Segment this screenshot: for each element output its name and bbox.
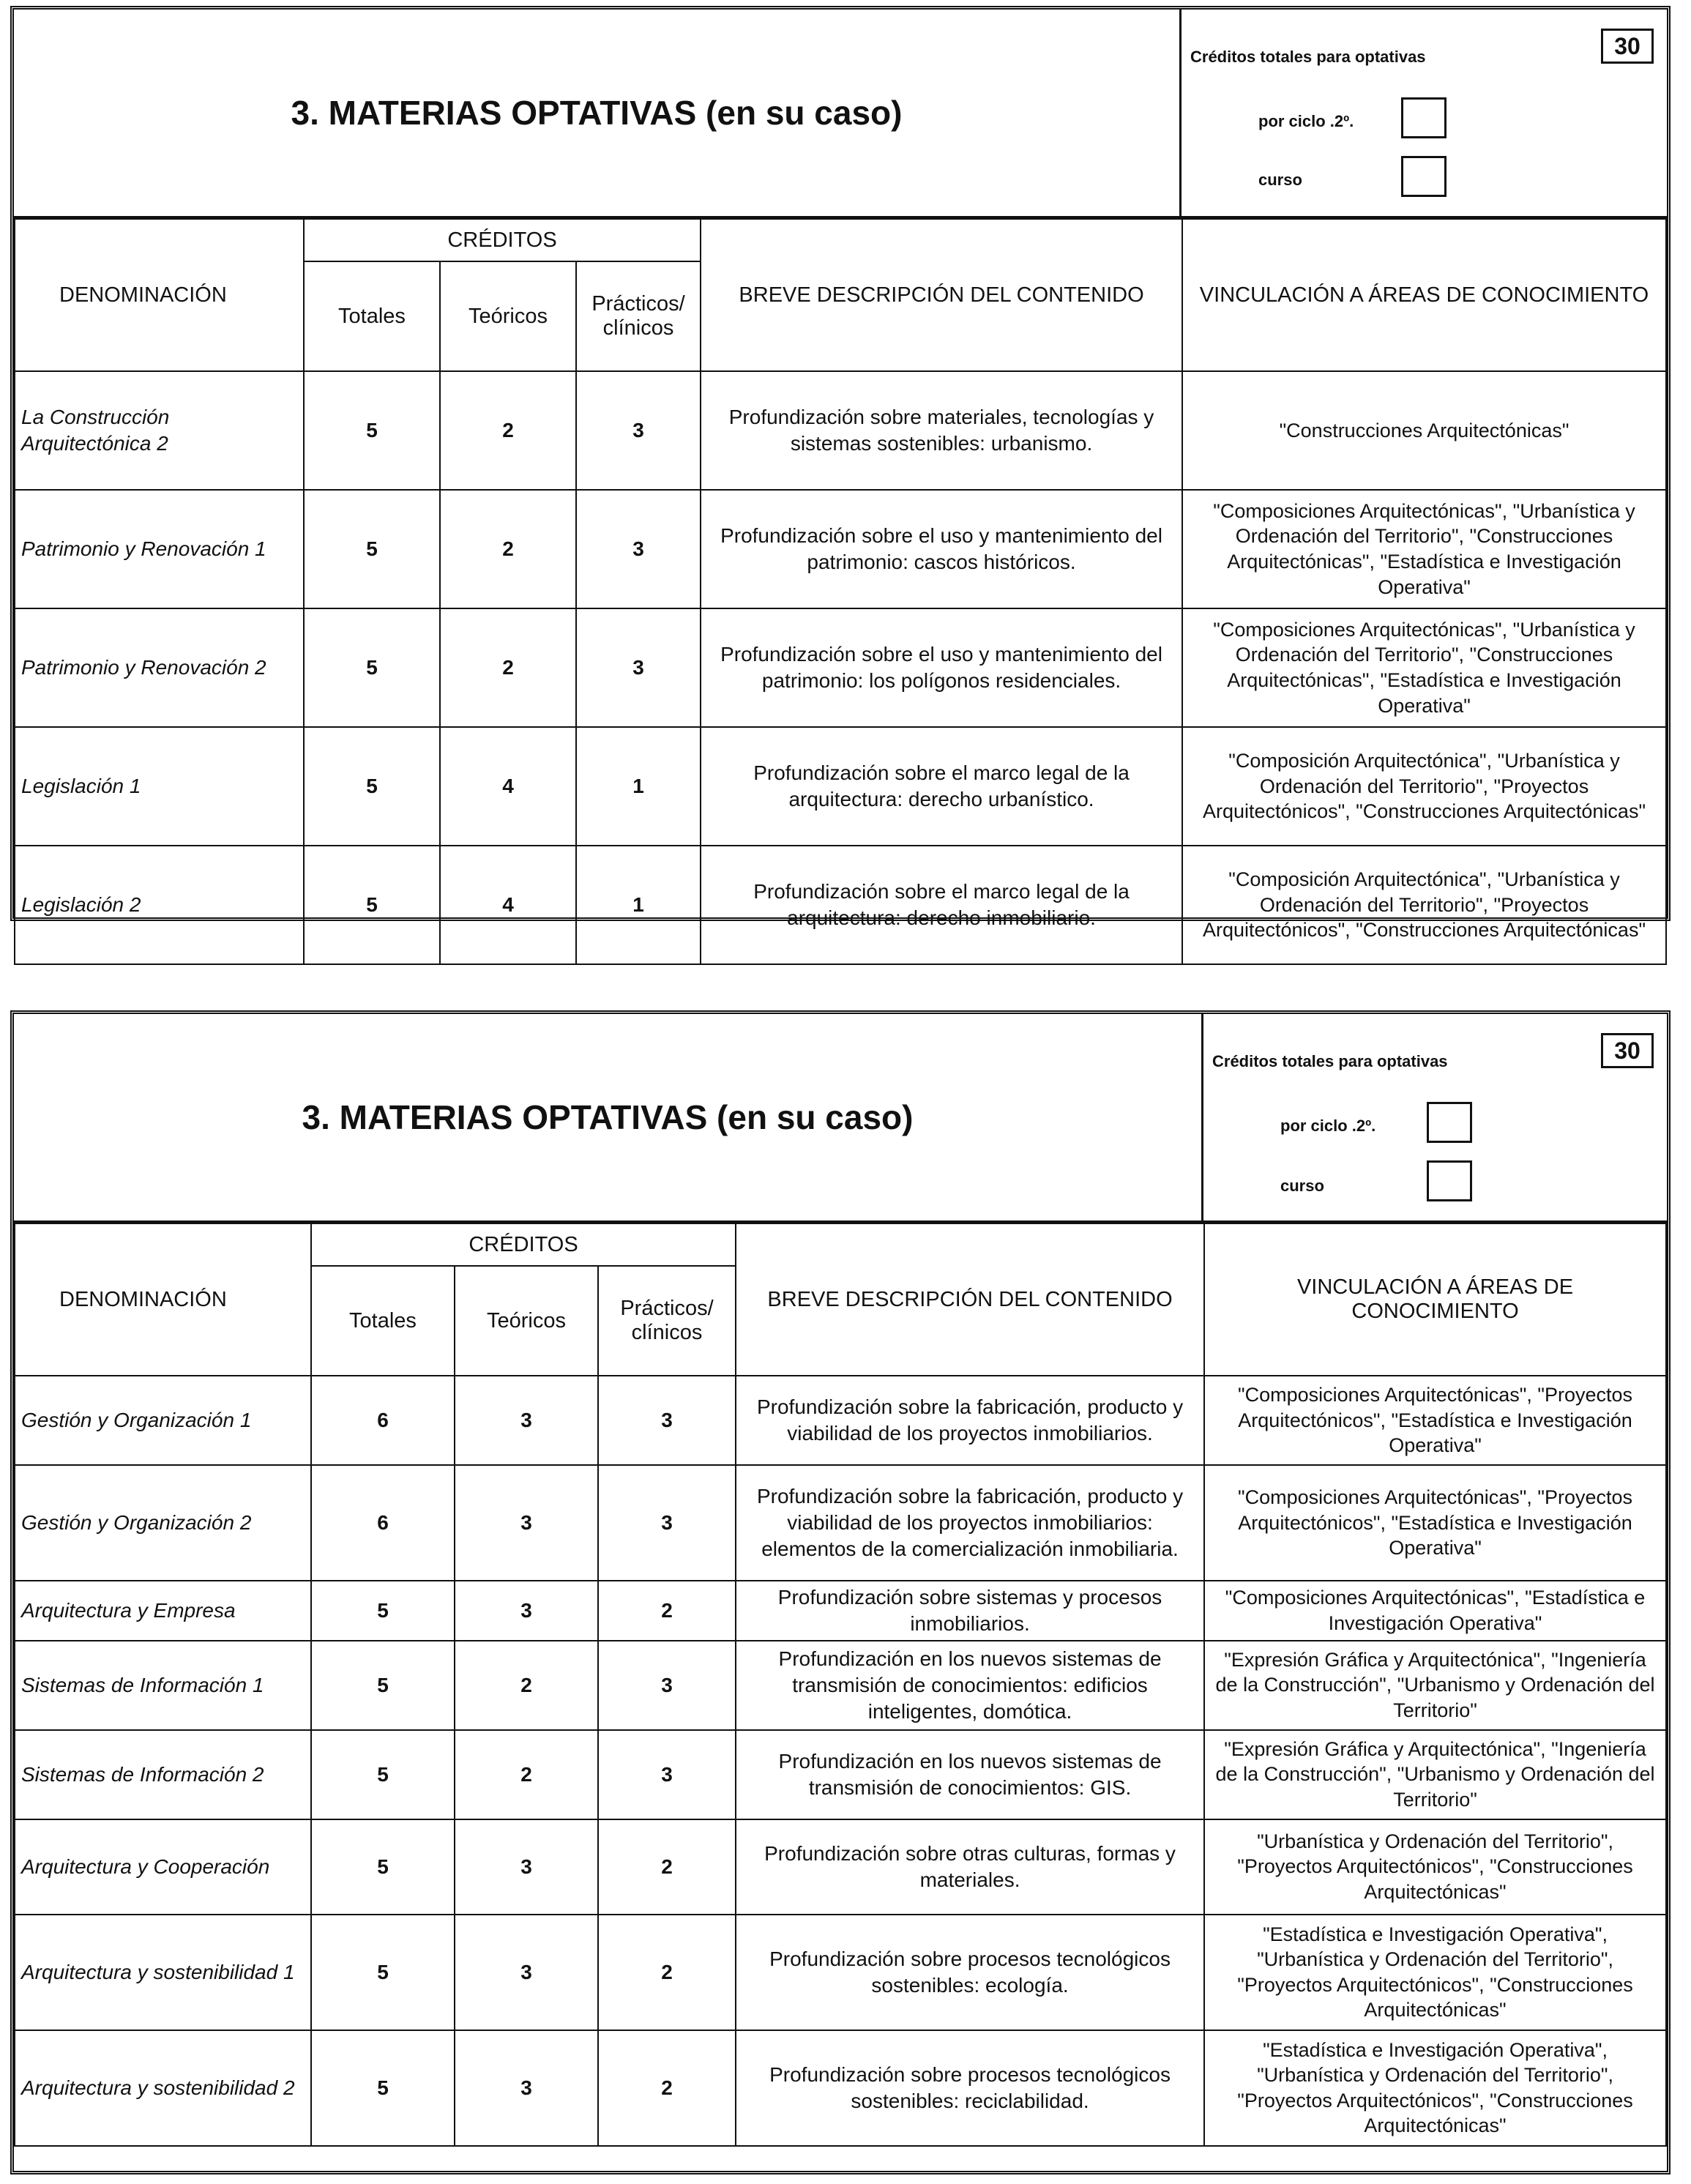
subject-name: Gestión y Organización 2	[15, 1465, 311, 1581]
credits-practicos: 2	[598, 1915, 736, 2030]
table-row	[15, 371, 1666, 490]
curso-box	[1401, 156, 1447, 197]
subject-name: Arquitectura y sostenibilidad 1	[15, 1915, 311, 2030]
curso-label: curso	[1280, 1177, 1324, 1195]
credits-practicos: 2	[598, 1819, 736, 1915]
credits-teoricos: 3	[455, 1581, 598, 1641]
credits-totales: 5	[311, 1730, 455, 1819]
credits-teoricos: 2	[440, 490, 576, 608]
credits-totales: 6	[311, 1465, 455, 1581]
table-row	[15, 1581, 1666, 1641]
credits-practicos: 3	[576, 608, 701, 727]
credits-teoricos: 3	[455, 1819, 598, 1915]
credits-panel	[1182, 10, 1667, 216]
table-row	[15, 1465, 1666, 1581]
credits-totales: 5	[311, 2030, 455, 2146]
form-header	[14, 10, 1667, 218]
table-row	[15, 2030, 1666, 2146]
header-creditos: CRÉDITOS	[304, 219, 701, 261]
subject-description: Profundización sobre otras culturas, formas y materiales.	[736, 1819, 1204, 1915]
knowledge-areas: "Composiciones Arquitectónicas", "Estadística e Investigación Operativa"	[1204, 1581, 1666, 1641]
ciclo-label: por ciclo .2º.	[1258, 112, 1354, 130]
credits-practicos: 1	[576, 727, 701, 846]
credits-practicos: 3	[598, 1641, 736, 1730]
ciclo-box	[1401, 97, 1447, 138]
table-row	[15, 1730, 1666, 1819]
credits-total-box: 30	[1601, 29, 1654, 64]
credits-totales: 5	[311, 1819, 455, 1915]
knowledge-areas: "Composiciones Arquitectónicas", "Urbanística y Ordenación del Territorio", "Construcciones Arquitectónicas", "Estadística e Investigación Operativa"	[1182, 608, 1666, 727]
subject-name: Arquitectura y sostenibilidad 2	[15, 2030, 311, 2146]
credits-teoricos: 2	[455, 1641, 598, 1730]
form-title	[14, 1014, 1203, 1220]
subject-name: Arquitectura y Cooperación	[15, 1819, 311, 1915]
curso-label: curso	[1258, 171, 1302, 189]
credits-total-label: Créditos totales para optativas	[1212, 1052, 1448, 1070]
header-denominacion: DENOMINACIÓN	[15, 219, 304, 371]
subject-description: Profundización en los nuevos sistemas de transmisión de conocimientos: GIS.	[736, 1730, 1204, 1819]
header-denominacion: DENOMINACIÓN	[15, 1223, 311, 1376]
form-header	[14, 1014, 1667, 1223]
header-creditos: CRÉDITOS	[311, 1223, 736, 1266]
subject-name: Gestión y Organización 1	[15, 1376, 311, 1465]
credits-totales: 5	[304, 846, 440, 964]
knowledge-areas: "Composiciones Arquitectónicas", "Proyectos Arquitectónicos", "Estadística e Investigación Operativa"	[1204, 1376, 1666, 1465]
subject-name: Sistemas de Información 2	[15, 1730, 311, 1819]
header-vinculacion: VINCULACIÓN A ÁREAS DE CONOCIMIENTO	[1182, 219, 1666, 371]
header-practicos: Prácticos/ clínicos	[598, 1266, 736, 1376]
credits-total-box: 30	[1601, 1033, 1654, 1068]
curso-box	[1427, 1160, 1472, 1201]
knowledge-areas: "Estadística e Investigación Operativa", "Urbanística y Ordenación del Territorio", "Proyectos Arquitectónicos", "Construcciones Arquitectónicas"	[1204, 2030, 1666, 2146]
table-row	[15, 727, 1666, 846]
table-row	[15, 490, 1666, 608]
credits-totales: 5	[311, 1915, 455, 2030]
credits-practicos: 3	[598, 1465, 736, 1581]
subject-description: Profundización sobre procesos tecnológicos sostenibles: ecología.	[736, 1915, 1204, 2030]
credits-panel	[1203, 1014, 1667, 1220]
subject-description: Profundización sobre sistemas y procesos inmobiliarios.	[736, 1581, 1204, 1641]
table-row	[15, 846, 1666, 964]
credits-practicos: 3	[576, 371, 701, 490]
subject-description: Profundización sobre la fabricación, producto y viabilidad de los proyectos inmobiliarios.	[736, 1376, 1204, 1465]
credits-totales: 5	[304, 371, 440, 490]
credits-totales: 5	[304, 608, 440, 727]
table-row	[15, 1376, 1666, 1465]
credits-practicos: 3	[598, 1376, 736, 1465]
knowledge-areas: "Estadística e Investigación Operativa", "Urbanística y Ordenación del Territorio", "Proyectos Arquitectónicos", "Construcciones Arquitectónicas"	[1204, 1915, 1666, 2030]
subject-name: Arquitectura y Empresa	[15, 1581, 311, 1641]
subject-name: Legislación 2	[15, 846, 304, 964]
knowledge-areas: "Expresión Gráfica y Arquitectónica", "Ingeniería de la Construcción", "Urbanismo y Ordenación del Territorio"	[1204, 1641, 1666, 1730]
credits-total-label: Créditos totales para optativas	[1190, 48, 1426, 66]
credits-teoricos: 2	[440, 608, 576, 727]
knowledge-areas: "Composición Arquitectónica", "Urbanística y Ordenación del Territorio", "Proyectos Arquitectónicos", "Construcciones Arquitectónicas"	[1182, 727, 1666, 846]
header-totales: Totales	[304, 261, 440, 371]
ciclo-box	[1427, 1102, 1472, 1143]
header-teoricos: Teóricos	[455, 1266, 598, 1376]
credits-totales: 5	[304, 490, 440, 608]
subject-description: Profundización sobre el uso y mantenimiento del patrimonio: cascos históricos.	[701, 490, 1182, 608]
header-totales: Totales	[311, 1266, 455, 1376]
subject-name: Patrimonio y Renovación 2	[15, 608, 304, 727]
subject-name: Patrimonio y Renovación 1	[15, 490, 304, 608]
subjects-table	[14, 1223, 1667, 2147]
credits-teoricos: 3	[455, 1465, 598, 1581]
title-text: 3. MATERIAS OPTATIVAS (en su caso)	[291, 94, 903, 132]
credits-teoricos: 4	[440, 727, 576, 846]
subject-name: La Construcción Arquitectónica 2	[15, 371, 304, 490]
knowledge-areas: "Composición Arquitectónica", "Urbanística y Ordenación del Territorio", "Proyectos Arquitectónicos", "Construcciones Arquitectónicas"	[1182, 846, 1666, 964]
knowledge-areas: "Composiciones Arquitectónicas", "Urbanística y Ordenación del Territorio", "Construcciones Arquitectónicas", "Estadística e Investigación Operativa"	[1182, 490, 1666, 608]
table-row	[15, 1641, 1666, 1730]
credits-teoricos: 3	[455, 2030, 598, 2146]
subject-name: Legislación 1	[15, 727, 304, 846]
subject-description: Profundización sobre el marco legal de la arquitectura: derecho urbanístico.	[701, 727, 1182, 846]
credits-totales: 6	[311, 1376, 455, 1465]
knowledge-areas: "Composiciones Arquitectónicas", "Proyectos Arquitectónicos", "Estadística e Investigación Operativa"	[1204, 1465, 1666, 1581]
header-practicos: Prácticos/ clínicos	[576, 261, 701, 371]
form-title	[14, 10, 1182, 216]
subject-description: Profundización sobre procesos tecnológicos sostenibles: reciclabilidad.	[736, 2030, 1204, 2146]
header-descripcion: BREVE DESCRIPCIÓN DEL CONTENIDO	[736, 1223, 1204, 1376]
credits-practicos: 2	[598, 1581, 736, 1641]
header-teoricos: Teóricos	[440, 261, 576, 371]
credits-practicos: 2	[598, 2030, 736, 2146]
subject-description: Profundización sobre el marco legal de la arquitectura: derecho inmobiliario.	[701, 846, 1182, 964]
credits-practicos: 1	[576, 846, 701, 964]
credits-teoricos: 4	[440, 846, 576, 964]
credits-teoricos: 3	[455, 1376, 598, 1465]
credits-practicos: 3	[598, 1730, 736, 1819]
table-row	[15, 1915, 1666, 2030]
subject-description: Profundización en los nuevos sistemas de transmisión de conocimientos: edificios inteligentes, domótica.	[736, 1641, 1204, 1730]
knowledge-areas: "Urbanística y Ordenación del Territorio", "Proyectos Arquitectónicos", "Construcciones Arquitectónicas"	[1204, 1819, 1666, 1915]
table-row	[15, 1819, 1666, 1915]
title-text: 3. MATERIAS OPTATIVAS (en su caso)	[302, 1098, 914, 1136]
credits-totales: 5	[311, 1581, 455, 1641]
subject-description: Profundización sobre el uso y mantenimiento del patrimonio: los polígonos residenciales.	[701, 608, 1182, 727]
credits-totales: 5	[304, 727, 440, 846]
credits-totales: 5	[311, 1641, 455, 1730]
table-row	[15, 608, 1666, 727]
credits-teoricos: 3	[455, 1915, 598, 2030]
subject-description: Profundización sobre la fabricación, producto y viabilidad de los proyectos inmobiliarios: elementos de la comercialización inmobiliaria.	[736, 1465, 1204, 1581]
optativas-form-1	[10, 6, 1671, 942]
subject-description: Profundización sobre materiales, tecnologías y sistemas sostenibles: urbanismo.	[701, 371, 1182, 490]
knowledge-areas: "Construcciones Arquitectónicas"	[1182, 371, 1666, 490]
knowledge-areas: "Expresión Gráfica y Arquitectónica", "Ingeniería de la Construcción", "Urbanismo y Ordenación del Territorio"	[1204, 1730, 1666, 1819]
credits-teoricos: 2	[440, 371, 576, 490]
optativas-form-2	[10, 1010, 1671, 2174]
subject-name: Sistemas de Información 1	[15, 1641, 311, 1730]
ciclo-label: por ciclo .2º.	[1280, 1117, 1376, 1135]
credits-teoricos: 2	[455, 1730, 598, 1819]
credits-practicos: 3	[576, 490, 701, 608]
subjects-table	[14, 218, 1667, 965]
header-descripcion: BREVE DESCRIPCIÓN DEL CONTENIDO	[701, 219, 1182, 371]
header-vinculacion: VINCULACIÓN A ÁREAS DE CONOCIMIENTO	[1204, 1223, 1666, 1376]
